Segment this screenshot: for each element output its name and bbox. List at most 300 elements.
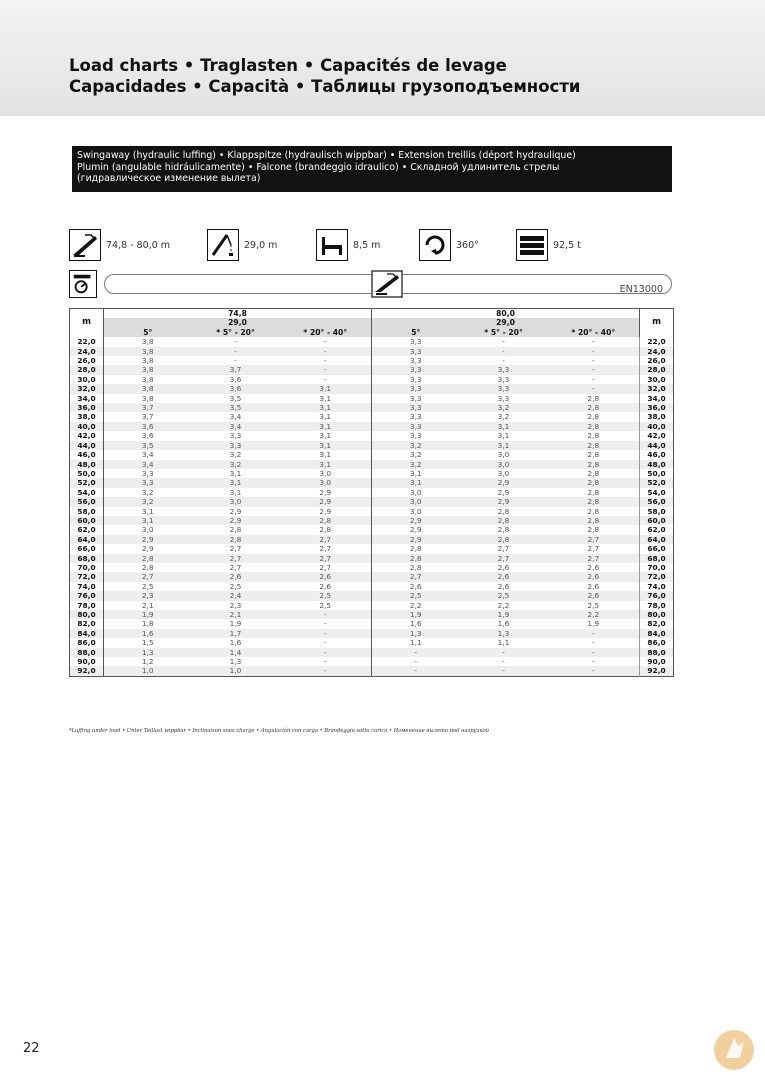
radius-cell: 68,0 bbox=[640, 554, 674, 563]
load-value-cell: 3,3 bbox=[372, 422, 460, 431]
table-row bbox=[70, 638, 674, 647]
load-value-cell: 2,5 bbox=[587, 600, 600, 610]
load-value-cell: 3,0 bbox=[460, 460, 548, 469]
radius-cell: 44,0 bbox=[70, 441, 104, 450]
load-value-cell: 2,9 bbox=[229, 506, 242, 516]
load-value-cell: 1,9 bbox=[460, 610, 548, 619]
page-title-line-1: Load charts • Traglasten • Capacités de levage bbox=[69, 56, 507, 75]
load-value-cell: 2,4 bbox=[192, 591, 280, 600]
load-value-cell: 3,1 bbox=[104, 507, 192, 516]
load-value-cell: 2,5 bbox=[460, 591, 548, 600]
radius-cell: 48,0 bbox=[640, 460, 674, 469]
load-value-cell: 3,1 bbox=[280, 460, 372, 469]
radius-cell: 84,0 bbox=[70, 629, 104, 638]
load-value-cell: 3,3 bbox=[372, 412, 460, 421]
radius-cell: 34,0 bbox=[77, 393, 96, 403]
boom-length-header-1: 74,8 bbox=[104, 309, 372, 319]
load-value-cell: 3,3 bbox=[372, 431, 460, 440]
radius-cell: 76,0 bbox=[70, 591, 104, 600]
radius-cell: 84,0 bbox=[640, 629, 674, 638]
load-value-cell: 3,7 bbox=[104, 403, 192, 412]
load-value-cell: 3,2 bbox=[372, 450, 460, 459]
load-value-cell: 2,2 bbox=[372, 601, 460, 610]
load-value-cell: - bbox=[591, 657, 595, 667]
load-value-cell: 3,3 bbox=[192, 441, 280, 450]
load-value-cell: 1,1 bbox=[372, 638, 460, 647]
radius-cell: 34,0 bbox=[640, 394, 674, 403]
load-value-cell: 2,8 bbox=[548, 497, 640, 506]
load-value-cell: 3,8 bbox=[104, 394, 192, 403]
slewing-rotation-icon bbox=[419, 229, 451, 261]
load-value-cell: 3,3 bbox=[460, 365, 548, 374]
load-value-cell: 3,3 bbox=[229, 431, 242, 441]
radius-cell: 66,0 bbox=[640, 544, 674, 553]
radius-cell: 54,0 bbox=[640, 488, 674, 497]
load-value-cell: 3,8 bbox=[104, 375, 192, 384]
load-value-cell: 3,3 bbox=[372, 365, 460, 374]
radius-cell: 36,0 bbox=[70, 403, 104, 412]
load-value-cell: 3,8 bbox=[104, 347, 192, 356]
load-value-cell: 2,7 bbox=[319, 562, 332, 572]
load-value-cell: 2,8 bbox=[548, 460, 640, 469]
load-value-cell: - bbox=[280, 666, 372, 676]
load-value-cell: 2,7 bbox=[192, 554, 280, 563]
radius-cell: 56,0 bbox=[70, 497, 104, 506]
load-value-cell: 3,5 bbox=[104, 441, 192, 450]
load-value-cell: 2,8 bbox=[460, 516, 548, 525]
radius-cell: 48,0 bbox=[70, 460, 104, 469]
page-title bbox=[69, 55, 580, 97]
table-row bbox=[70, 347, 674, 356]
load-value-cell: 2,7 bbox=[372, 572, 460, 581]
table-row bbox=[70, 412, 674, 421]
load-value-cell: 2,8 bbox=[319, 525, 332, 535]
load-value-cell: 3,1 bbox=[229, 468, 242, 478]
load-value-cell: 1,7 bbox=[192, 629, 280, 638]
angle-header: * 5° - 20° bbox=[192, 328, 280, 337]
radius-cell: 92,0 bbox=[640, 666, 674, 676]
load-value-cell: - bbox=[502, 356, 505, 366]
page-number: 22 bbox=[23, 1041, 40, 1056]
radius-cell: 58,0 bbox=[640, 507, 674, 516]
jib-length-header-1: 29,0 bbox=[104, 318, 372, 327]
load-value-cell: 3,3 bbox=[372, 375, 460, 384]
load-value-cell: 3,0 bbox=[372, 497, 460, 506]
load-value-cell: 2,7 bbox=[319, 544, 332, 554]
load-value-cell: 2,8 bbox=[460, 535, 548, 544]
table-row bbox=[70, 563, 674, 572]
load-value-cell: - bbox=[323, 374, 327, 384]
page-title-line-2: Capacidades • Capacità • Таблицы грузоподъемности bbox=[69, 77, 581, 96]
load-value-cell: 2,9 bbox=[497, 487, 510, 497]
load-value-cell: 2,8 bbox=[229, 525, 242, 535]
load-value-cell: - bbox=[323, 638, 327, 648]
load-value-cell: 2,8 bbox=[548, 441, 640, 450]
load-value-cell: - bbox=[548, 666, 640, 676]
load-value-cell: 2,8 bbox=[372, 563, 460, 572]
load-value-cell: 2,6 bbox=[497, 581, 510, 591]
radius-cell: 82,0 bbox=[77, 619, 96, 629]
table-row bbox=[70, 591, 674, 600]
angle-header: 5° bbox=[372, 328, 460, 337]
radius-cell: 24,0 bbox=[70, 347, 104, 356]
load-value-cell: 3,8 bbox=[104, 365, 192, 374]
load-value-cell: 2,8 bbox=[548, 422, 640, 431]
load-value-cell: 2,8 bbox=[372, 554, 460, 563]
radius-cell: 88,0 bbox=[70, 648, 104, 657]
load-value-cell: 2,8 bbox=[587, 468, 600, 478]
radius-cell: 42,0 bbox=[77, 431, 96, 441]
load-value-cell: 2,7 bbox=[548, 535, 640, 544]
radius-cell: 56,0 bbox=[640, 497, 674, 506]
load-value-cell: 2,8 bbox=[587, 393, 600, 403]
table-row bbox=[70, 497, 674, 506]
load-value-cell: 3,4 bbox=[192, 422, 280, 431]
load-value-cell: - bbox=[372, 666, 460, 676]
load-value-cell: - bbox=[323, 657, 327, 667]
radius-cell: 74,0 bbox=[640, 582, 674, 591]
load-value-cell: 3,0 bbox=[319, 468, 332, 478]
load-value-cell: - bbox=[502, 337, 505, 347]
load-value-cell: 3,7 bbox=[192, 365, 280, 374]
table-row bbox=[70, 337, 674, 346]
load-value-cell: 2,9 bbox=[104, 535, 192, 544]
outrigger-base-value: 8,5 m bbox=[353, 239, 381, 251]
load-value-cell: 1,0 bbox=[192, 666, 280, 676]
load-value-cell: 2,8 bbox=[548, 516, 640, 525]
radius-cell: 26,0 bbox=[77, 356, 96, 366]
load-value-cell: 2,9 bbox=[460, 497, 548, 506]
load-value-cell: 2,5 bbox=[280, 591, 372, 600]
load-value-cell: 3,2 bbox=[104, 497, 192, 506]
load-value-cell: 2,7 bbox=[229, 544, 242, 554]
table-row bbox=[70, 544, 674, 553]
load-value-cell: - bbox=[372, 657, 460, 666]
table-row bbox=[70, 441, 674, 450]
load-value-cell: 3,0 bbox=[104, 525, 192, 534]
load-value-cell: 2,7 bbox=[460, 554, 548, 563]
load-value-cell: 1,9 bbox=[104, 610, 192, 619]
load-value-cell: 2,7 bbox=[587, 544, 600, 554]
load-value-cell: 1,2 bbox=[104, 657, 192, 666]
load-value-cell: - bbox=[323, 356, 327, 366]
load-value-cell: 3,3 bbox=[372, 384, 460, 393]
configuration-box bbox=[72, 146, 672, 192]
load-value-cell: 3,1 bbox=[280, 422, 372, 431]
load-value-cell: 3,7 bbox=[104, 412, 192, 421]
load-value-cell: 2,8 bbox=[587, 487, 600, 497]
load-value-cell: 2,6 bbox=[372, 582, 460, 591]
radius-cell: 60,0 bbox=[640, 516, 674, 525]
table-row bbox=[70, 460, 674, 469]
radius-cell: 74,0 bbox=[77, 581, 96, 591]
load-chart-table bbox=[69, 308, 674, 677]
table-row bbox=[70, 365, 674, 374]
spec-slewing-range bbox=[419, 228, 479, 262]
load-value-cell: 2,9 bbox=[319, 487, 332, 497]
radius-cell: 42,0 bbox=[640, 431, 674, 440]
load-value-cell: 2,9 bbox=[372, 535, 460, 544]
load-value-cell: - bbox=[280, 347, 372, 356]
load-value-cell: 3,3 bbox=[372, 356, 460, 365]
load-value-cell: 3,4 bbox=[104, 460, 192, 469]
load-value-cell: 3,2 bbox=[192, 460, 280, 469]
load-value-cell: - bbox=[280, 629, 372, 638]
table-row bbox=[70, 619, 674, 628]
load-value-cell: 3,1 bbox=[372, 469, 460, 478]
radius-header-left: m bbox=[70, 309, 104, 338]
load-value-cell: 2,8 bbox=[587, 506, 600, 516]
load-value-cell: 2,3 bbox=[229, 600, 242, 610]
load-value-cell: 3,1 bbox=[280, 384, 372, 393]
radius-cell: 92,0 bbox=[70, 666, 104, 676]
load-value-cell: 3,2 bbox=[372, 460, 460, 469]
load-value-cell: 2,8 bbox=[104, 563, 192, 572]
radius-header-right: m bbox=[640, 309, 674, 338]
load-value-cell: 3,1 bbox=[319, 393, 332, 403]
load-chart-body bbox=[70, 337, 674, 676]
load-value-cell: 3,1 bbox=[280, 403, 372, 412]
radius-cell: 40,0 bbox=[640, 422, 674, 431]
load-value-cell: 3,1 bbox=[497, 431, 510, 441]
radius-cell: 26,0 bbox=[640, 356, 674, 365]
load-value-cell: 2,1 bbox=[192, 610, 280, 619]
radius-cell: 80,0 bbox=[70, 610, 104, 619]
load-value-cell: 2,5 bbox=[319, 600, 332, 610]
load-value-cell: 1,6 bbox=[497, 619, 510, 629]
load-value-cell: 1,3 bbox=[229, 657, 242, 667]
spec-outrigger-base bbox=[316, 228, 380, 262]
radius-cell: 52,0 bbox=[640, 478, 674, 487]
table-row bbox=[70, 666, 674, 676]
load-value-cell: 3,1 bbox=[229, 487, 242, 497]
table-row bbox=[70, 403, 674, 412]
load-value-cell: 1,1 bbox=[497, 638, 510, 648]
load-value-cell: 2,8 bbox=[497, 506, 510, 516]
load-value-cell: 1,9 bbox=[229, 619, 242, 629]
load-value-cell: 3,1 bbox=[460, 422, 548, 431]
radius-cell: 24,0 bbox=[640, 347, 674, 356]
load-value-cell: 3,6 bbox=[104, 422, 192, 431]
radius-cell: 50,0 bbox=[640, 469, 674, 478]
load-value-cell: 2,6 bbox=[497, 562, 510, 572]
load-value-cell: 1,6 bbox=[104, 629, 192, 638]
load-value-cell: 2,7 bbox=[548, 554, 640, 563]
angle-header: * 20° - 40° bbox=[548, 328, 640, 337]
load-value-cell: 3,1 bbox=[319, 431, 332, 441]
radius-cell: 64,0 bbox=[640, 535, 674, 544]
table-row bbox=[70, 525, 674, 534]
load-value-cell: 2,7 bbox=[280, 535, 372, 544]
load-value-cell: 1,5 bbox=[104, 638, 192, 647]
radius-cell: 38,0 bbox=[640, 412, 674, 421]
luffing-mode-icon bbox=[69, 270, 97, 298]
radius-cell: 76,0 bbox=[640, 591, 674, 600]
jib-length-header-2: 29,0 bbox=[372, 318, 640, 327]
load-value-cell: - bbox=[548, 384, 640, 393]
load-value-cell: - bbox=[460, 666, 548, 676]
load-value-cell: 3,1 bbox=[280, 441, 372, 450]
load-value-cell: 3,2 bbox=[497, 412, 510, 422]
load-value-cell: 3,8 bbox=[104, 356, 192, 365]
load-value-cell: - bbox=[460, 347, 548, 356]
radius-cell: 46,0 bbox=[640, 450, 674, 459]
radius-cell: 82,0 bbox=[640, 619, 674, 628]
load-value-cell: 2,1 bbox=[104, 601, 192, 610]
table-row bbox=[70, 431, 674, 440]
table-row bbox=[70, 450, 674, 459]
load-value-cell: 1,8 bbox=[104, 619, 192, 628]
load-value-cell: 3,3 bbox=[372, 347, 460, 356]
load-value-cell: 1,3 bbox=[460, 629, 548, 638]
outrigger-icon bbox=[316, 229, 348, 261]
load-value-cell: - bbox=[548, 347, 640, 356]
load-value-cell: 3,0 bbox=[372, 488, 460, 497]
load-value-cell: - bbox=[548, 629, 640, 638]
load-value-cell: 3,2 bbox=[229, 450, 242, 460]
radius-cell: 46,0 bbox=[77, 450, 96, 460]
load-value-cell: - bbox=[548, 365, 640, 374]
load-value-cell: 3,1 bbox=[460, 441, 548, 450]
radius-cell: 70,0 bbox=[77, 562, 96, 572]
load-value-cell: 2,9 bbox=[104, 544, 192, 553]
radius-cell: 72,0 bbox=[640, 572, 674, 581]
watermark-logo-icon bbox=[712, 1028, 756, 1072]
load-value-cell: 3,1 bbox=[319, 450, 332, 460]
load-value-cell: 3,6 bbox=[229, 374, 242, 384]
load-value-cell: - bbox=[591, 356, 595, 366]
load-value-cell: 3,1 bbox=[104, 516, 192, 525]
radius-cell: 90,0 bbox=[640, 657, 674, 666]
load-value-cell: - bbox=[234, 337, 237, 347]
boom-length-value: 74,8 - 80,0 m bbox=[106, 239, 171, 251]
load-value-cell: 3,3 bbox=[372, 337, 460, 346]
load-value-cell: 2,2 bbox=[548, 610, 640, 619]
load-value-cell: 2,6 bbox=[280, 572, 372, 581]
table-row bbox=[70, 394, 674, 403]
load-value-cell: 3,1 bbox=[372, 478, 460, 487]
radius-cell: 38,0 bbox=[77, 412, 96, 422]
load-value-cell: - bbox=[192, 347, 280, 356]
load-value-cell: 3,3 bbox=[497, 393, 510, 403]
load-value-cell: 3,5 bbox=[192, 403, 280, 412]
load-value-cell: 1,4 bbox=[192, 648, 280, 657]
load-value-cell: 3,3 bbox=[372, 403, 460, 412]
load-value-cell: 3,3 bbox=[497, 374, 510, 384]
load-value-cell: 3,4 bbox=[229, 412, 242, 422]
operating-mode-row bbox=[69, 270, 673, 300]
load-value-cell: - bbox=[280, 648, 372, 657]
crane-boom-icon bbox=[371, 270, 403, 298]
table-row bbox=[70, 601, 674, 610]
radius-cell: 86,0 bbox=[77, 638, 96, 648]
radius-cell: 28,0 bbox=[640, 365, 674, 374]
radius-cell: 30,0 bbox=[77, 374, 96, 384]
load-value-cell: 2,6 bbox=[587, 562, 600, 572]
radius-cell: 66,0 bbox=[77, 544, 96, 554]
load-value-cell: 2,3 bbox=[104, 591, 192, 600]
angle-header: * 20° - 40° bbox=[280, 328, 372, 337]
load-value-cell: - bbox=[323, 337, 327, 347]
load-value-cell: 3,2 bbox=[460, 403, 548, 412]
radius-cell: 70,0 bbox=[640, 563, 674, 572]
load-value-cell: - bbox=[502, 657, 505, 667]
load-value-cell: 2,8 bbox=[104, 554, 192, 563]
table-row bbox=[70, 629, 674, 638]
radius-cell: 68,0 bbox=[70, 554, 104, 563]
load-value-cell: 3,0 bbox=[372, 507, 460, 516]
table-row bbox=[70, 488, 674, 497]
table-row bbox=[70, 572, 674, 581]
radius-cell: 40,0 bbox=[70, 422, 104, 431]
load-value-cell: 2,9 bbox=[372, 516, 460, 525]
load-value-cell: 3,1 bbox=[319, 412, 332, 422]
standard-label: EN13000 bbox=[619, 284, 663, 295]
radius-cell: 36,0 bbox=[640, 403, 674, 412]
table-row bbox=[70, 648, 674, 657]
load-value-cell: 1,6 bbox=[372, 619, 460, 628]
load-value-cell: 3,1 bbox=[192, 478, 280, 487]
load-value-cell: 2,9 bbox=[319, 506, 332, 516]
load-value-cell: - bbox=[323, 619, 327, 629]
slewing-range-value: 360° bbox=[456, 239, 479, 251]
load-value-cell: 3,0 bbox=[280, 478, 372, 487]
table-row bbox=[70, 422, 674, 431]
table-row bbox=[70, 535, 674, 544]
load-value-cell: 2,7 bbox=[497, 544, 510, 554]
table-row bbox=[70, 469, 674, 478]
radius-cell: 88,0 bbox=[640, 648, 674, 657]
load-value-cell: 1,3 bbox=[104, 648, 192, 657]
load-value-cell: 3,8 bbox=[104, 384, 192, 393]
radius-cell: 90,0 bbox=[77, 657, 96, 667]
load-value-cell: 1,0 bbox=[104, 666, 192, 676]
boom-length-header-2: 80,0 bbox=[372, 309, 640, 319]
counterweight-icon bbox=[516, 229, 548, 261]
table-row bbox=[70, 478, 674, 487]
load-value-cell: 2,8 bbox=[548, 478, 640, 487]
load-value-cell: - bbox=[280, 610, 372, 619]
load-value-cell: 3,6 bbox=[192, 384, 280, 393]
load-value-cell: 3,3 bbox=[372, 394, 460, 403]
counterweight-value: 92,5 t bbox=[553, 239, 581, 251]
load-value-cell: 2,2 bbox=[497, 600, 510, 610]
config-line-3: (гидравлическое изменение вылета) bbox=[77, 173, 261, 185]
radius-cell: 22,0 bbox=[77, 337, 96, 347]
radius-cell: 32,0 bbox=[640, 384, 674, 393]
radius-cell: 32,0 bbox=[70, 384, 104, 393]
load-value-cell: 3,0 bbox=[497, 468, 510, 478]
radius-cell: 58,0 bbox=[77, 506, 96, 516]
load-value-cell: 2,7 bbox=[104, 572, 192, 581]
load-value-cell: 3,4 bbox=[104, 450, 192, 459]
load-value-cell: 2,8 bbox=[587, 525, 600, 535]
load-value-cell: 3,2 bbox=[104, 488, 192, 497]
load-value-cell: 2,6 bbox=[587, 581, 600, 591]
config-line-1: Swingaway (hydraulic luffing) • Klappspitze (hydraulisch wippbar) • Extension treillis (déport hydraulique) bbox=[77, 150, 576, 161]
jib-length-icon bbox=[207, 229, 239, 261]
radius-cell: 78,0 bbox=[640, 601, 674, 610]
table-row bbox=[70, 516, 674, 525]
load-value-cell: 2,5 bbox=[372, 591, 460, 600]
jib-length-value: 29,0 m bbox=[244, 239, 278, 251]
angle-header: 5° bbox=[104, 328, 192, 337]
table-row bbox=[70, 507, 674, 516]
load-value-cell: 3,8 bbox=[104, 337, 192, 346]
load-value-cell: 2,8 bbox=[587, 431, 600, 441]
radius-cell: 44,0 bbox=[640, 441, 674, 450]
load-value-cell: 3,3 bbox=[460, 384, 548, 393]
